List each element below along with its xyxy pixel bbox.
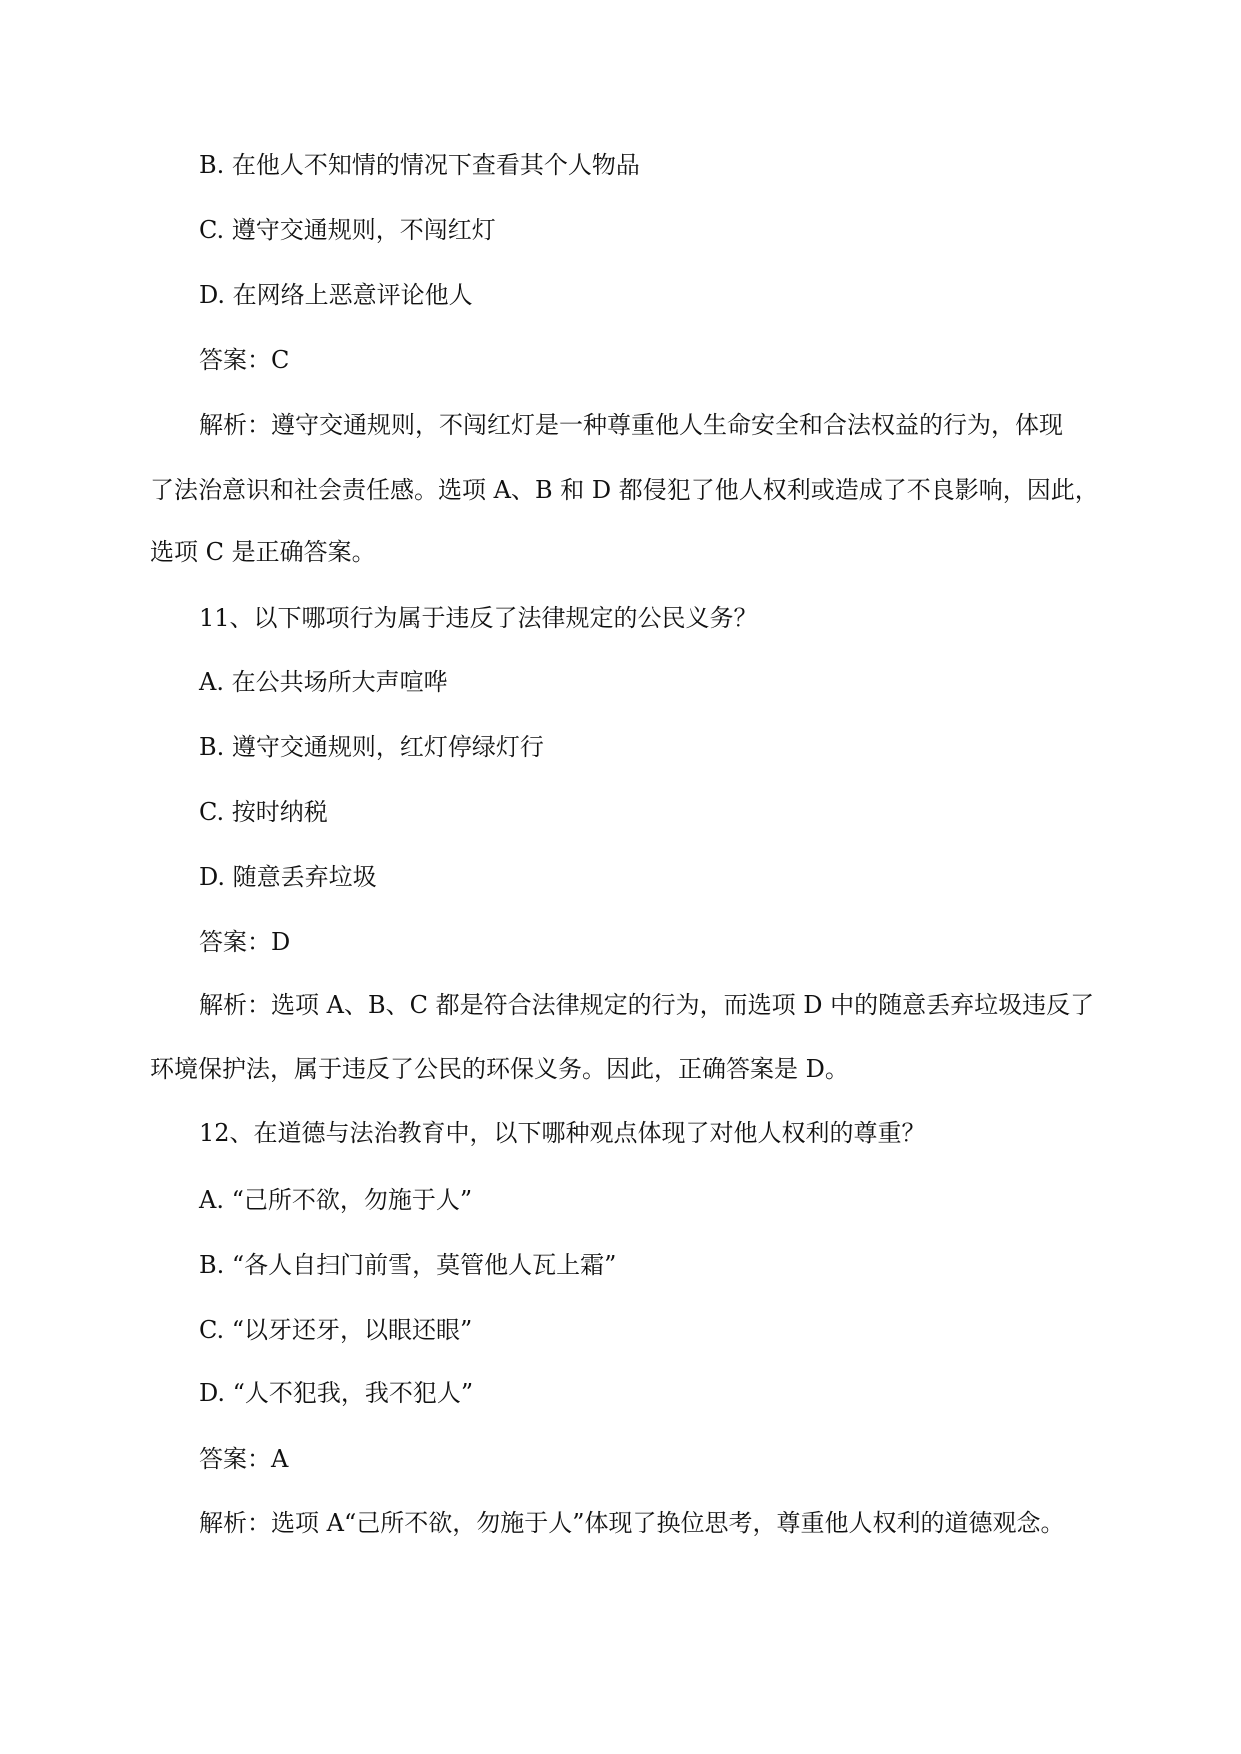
- q12-option-b: B. “各人自扫门前雪，莫管他人瓦上霜”: [199, 1251, 617, 1279]
- q11-question: 11、以下哪项行为属于违反了法律规定的公民义务？: [199, 604, 758, 632]
- q12-analysis-line-1: 解析：选项 A“己所不欲，勿施于人”体现了换位思考，尊重他人权利的道德观念。: [199, 1509, 1065, 1537]
- q10-analysis-line-1: 解析：遵守交通规则，不闯红灯是一种尊重他人生命安全和合法权益的行为，体现: [199, 411, 1063, 439]
- q12-question: 12、在道德与法治教育中，以下哪种观点体现了对他人权利的尊重？: [199, 1119, 926, 1147]
- q11-answer: 答案：D: [199, 928, 291, 956]
- q10-option-b: B. 在他人不知情的情况下查看其个人物品: [199, 151, 640, 179]
- q12-option-a: A. “己所不欲，勿施于人”: [199, 1186, 473, 1214]
- q10-analysis-line-2: 了法治意识和社会责任感。选项 A、B 和 D 都侵犯了他人权利或造成了不良影响，因此，: [150, 476, 1099, 504]
- q10-answer: 答案：C: [199, 346, 290, 374]
- q12-answer: 答案：A: [199, 1445, 289, 1473]
- q11-analysis-line-1: 解析：选项 A、B、C 都是符合法律规定的行为，而选项 D 中的随意丢弃垃圾违反了: [199, 991, 1095, 1019]
- q11-option-a: A. 在公共场所大声喧哗: [199, 668, 448, 696]
- q12-option-d: D. “人不犯我，我不犯人”: [199, 1379, 474, 1407]
- q10-analysis-line-3: 选项 C 是正确答案。: [150, 538, 376, 566]
- q12-option-c: C. “以牙还牙，以眼还眼”: [199, 1316, 473, 1344]
- q11-analysis-line-2: 环境保护法，属于违反了公民的环保义务。因此，正确答案是 D。: [150, 1055, 849, 1083]
- q11-option-d: D. 随意丢弃垃圾: [199, 863, 377, 891]
- q10-option-c: C. 遵守交通规则，不闯红灯: [199, 216, 496, 244]
- q11-option-c: C. 按时纳税: [199, 798, 328, 826]
- q11-option-b: B. 遵守交通规则，红灯停绿灯行: [199, 733, 544, 761]
- q10-option-d: D. 在网络上恶意评论他人: [199, 281, 473, 309]
